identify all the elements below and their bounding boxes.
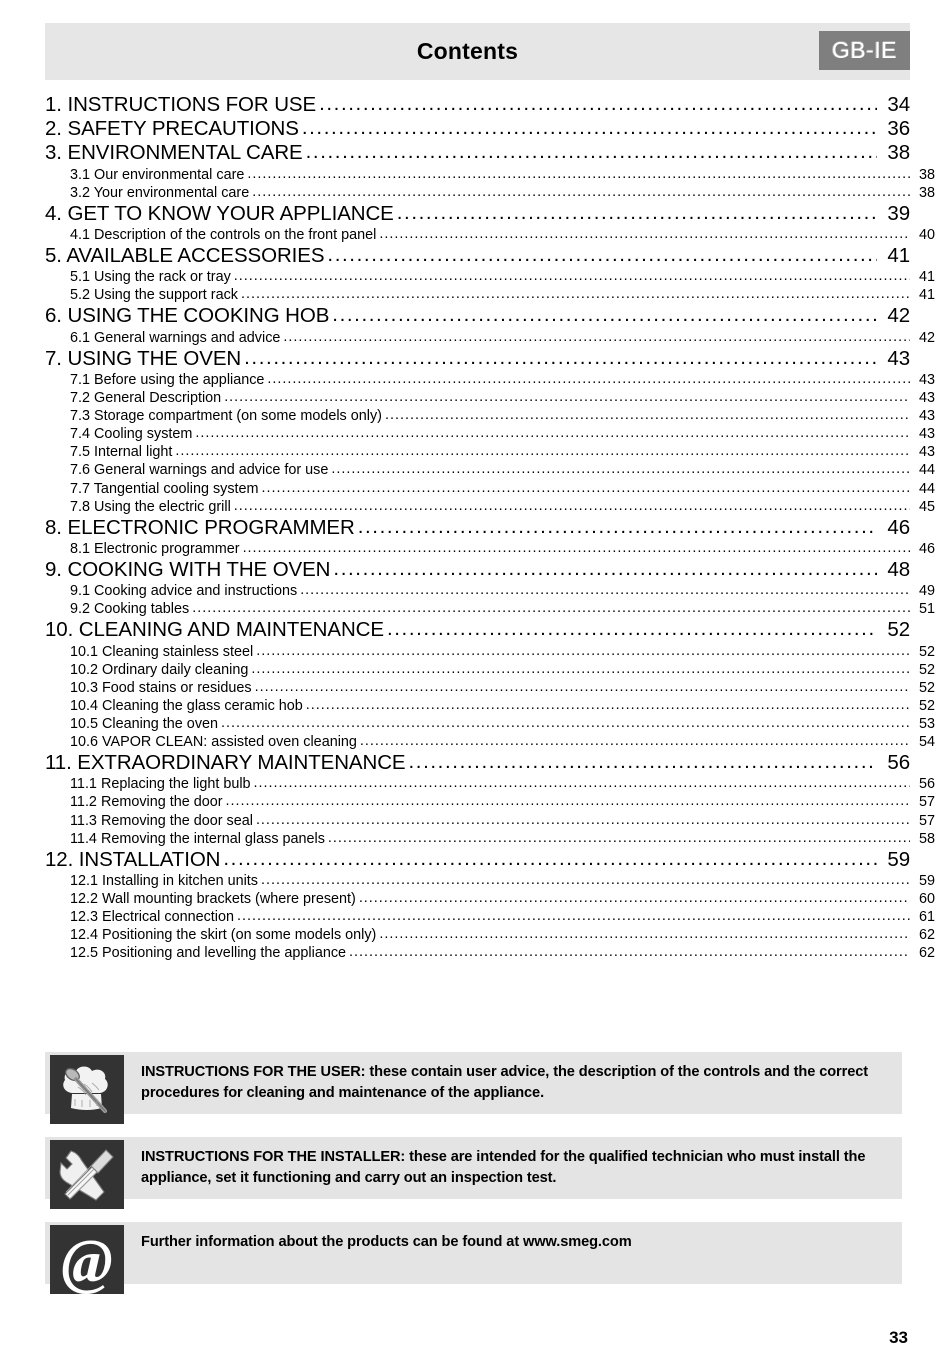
toc-entry-page-number: 43 [918,426,935,443]
legend-box-text: INSTRUCTIONS FOR THE USER: these contain user advice, the description of the controls and the correct procedures for cleaning and maintenance of the appliance. [141,1064,868,1101]
toc-entry-label: 12.1 Installing in kitchen units [70,872,258,889]
toc-entry[interactable] [45,643,935,661]
at-symbol-glyph: @ [61,1227,113,1296]
toc-entry-page-number: 51 [918,601,935,618]
toc-entry-page-number: 45 [918,498,935,515]
toc-entry-label: 1. INSTRUCTIONS FOR USE [45,93,317,116]
toc-entry-page-number: 42 [918,329,935,346]
toc-entry-label: 7.5 Internal light [70,444,173,461]
toc-entry[interactable] [45,679,935,697]
toc-entry-label: 7.8 Using the electric grill [70,498,231,515]
toc-entry-page-number: 40 [918,227,935,243]
toc-entry-label: 7.4 Cooling system [70,426,193,443]
toc-dot-leader [328,829,910,847]
toc-dot-leader [226,792,910,810]
toc-entry-label: 7.7 Tangential cooling system [70,480,259,497]
toc-entry-page-number: 41 [918,287,935,304]
legend-box-text: INSTRUCTIONS FOR THE INSTALLER: these are intended for the qualified technician who must install the appliance, set it functioning and carry out an inspection test. [141,1149,866,1186]
toc-entry-label: 7.6 General warnings and advice for use [70,462,329,479]
toc-entry-label: 7. USING THE OVEN [45,346,242,370]
toc-entry[interactable] [45,480,935,498]
toc-entry-label: 12.4 Positioning the skirt (on some models only) [70,927,377,944]
toc-entry-label: 10.4 Cleaning the glass ceramic hob [70,697,303,714]
toc-entry[interactable] [45,926,935,944]
toc-entry-page-number: 60 [918,891,935,908]
toc-entry-label: 2. SAFETY PRECAUTIONS [45,117,299,141]
toc-entry-label: 3.1 Our environmental care [70,166,245,183]
toc-entry[interactable] [45,389,935,407]
toc-dot-leader [331,460,910,478]
toc-dot-leader [256,642,910,660]
page-header-band [45,23,910,80]
toc-entry-page-number: 38 [918,166,935,183]
toc-entry-page-number: 56 [887,751,910,775]
toc-entry[interactable] [45,715,935,733]
toc-entry-page-number: 53 [918,716,935,732]
toc-dot-leader [409,750,878,774]
toc-dot-leader [251,660,910,678]
toc-dot-leader [306,696,910,714]
toc-entry-label: 3. ENVIRONMENTAL CARE [45,141,303,165]
toc-entry-page-number: 62 [918,927,935,944]
toc-entry[interactable] [45,558,910,582]
toc-dot-leader [327,243,877,267]
toc-dot-leader [267,370,910,388]
toc-entry[interactable] [45,812,935,830]
toc-entry-label: 10.5 Cleaning the oven [70,716,219,732]
table-of-contents [45,93,935,962]
toc-entry-page-number: 43 [918,390,935,407]
toc-entry-label: 11.3 Removing the door seal [70,812,253,829]
toc-entry[interactable] [45,848,910,872]
toc-entry[interactable] [45,618,910,642]
legend-box [45,1052,902,1114]
toc-entry-label: 12.3 Electrical connection [70,909,234,926]
toc-entry-page-number: 52 [918,679,935,696]
toc-entry-page-number: 39 [887,201,910,225]
toc-entry-page-number: 43 [887,346,910,370]
toc-entry[interactable] [45,117,910,141]
toc-entry[interactable] [45,582,935,600]
toc-dot-leader [244,346,877,370]
toc-dot-leader [262,479,910,497]
toc-entry-label: 12. INSTALLATION [45,847,221,871]
toc-entry-label: 7.1 Before using the appliance [70,371,265,388]
toc-dot-leader [319,92,877,116]
toc-dot-leader [255,678,910,696]
toc-entry-label: 10.2 Ordinary daily cleaning [70,661,249,678]
toc-entry[interactable] [45,329,935,347]
toc-entry[interactable] [45,872,935,890]
toc-dot-leader [385,406,910,424]
toc-entry-page-number: 42 [887,304,910,328]
toc-entry-page-number: 49 [918,583,935,600]
toc-dot-leader [387,617,877,641]
toc-entry[interactable] [45,775,935,793]
toc-entry-label: 8.1 Electronic programmer [70,540,240,557]
toc-entry-label: 3.2 Your environmental care [70,184,250,201]
toc-entry-page-number: 61 [918,909,935,926]
toc-entry-label: 10.6 VAPOR CLEAN: assisted oven cleaning [70,734,357,751]
toc-entry-label: 4. GET TO KNOW YOUR APPLIANCE [45,201,394,225]
toc-dot-leader [349,943,910,961]
chef-hat-spoon-icon [58,1063,116,1117]
legend-section [45,1052,902,1307]
toc-dot-leader [302,116,877,140]
toc-entry[interactable] [45,498,935,516]
toc-dot-leader [379,225,910,243]
toc-entry-page-number: 41 [887,244,910,268]
toc-dot-leader [358,515,877,539]
toc-dot-leader [261,871,910,889]
toc-entry-page-number: 48 [887,558,910,582]
toc-entry[interactable] [45,944,935,962]
toc-entry[interactable] [45,304,910,328]
toc-entry[interactable] [45,268,935,286]
toc-entry-page-number: 44 [918,480,935,497]
toc-entry[interactable] [45,141,910,165]
toc-entry-page-number: 62 [918,945,935,962]
toc-dot-leader [192,599,910,617]
toc-entry-page-number: 59 [887,847,910,871]
toc-entry-label: 9.1 Cooking advice and instructions [70,583,298,600]
legend-box [45,1137,902,1199]
toc-dot-leader [241,285,910,303]
toc-entry-label: 7.2 General Description [70,390,222,407]
toc-entry[interactable] [45,371,935,389]
page-title: Contents [416,38,519,64]
toc-entry[interactable] [45,516,910,540]
toc-dot-leader [306,140,877,164]
toc-entry-page-number: 44 [918,462,935,479]
toc-dot-leader [360,732,910,750]
wrench-screwdriver-icon [50,1140,124,1209]
legend-box-text: Further information about the products can be found at www.smeg.com [141,1234,632,1250]
toc-entry[interactable] [45,184,935,202]
toc-entry-label: 11.4 Removing the internal glass panels [70,830,325,847]
toc-entry[interactable] [45,443,935,461]
toc-entry-page-number: 43 [918,408,935,425]
toc-dot-leader [283,328,910,346]
toc-dot-leader [221,714,910,732]
toc-entry-page-number: 58 [918,830,935,847]
toc-entry[interactable] [45,540,935,558]
toc-entry-label: 12.2 Wall mounting brackets (where present) [70,891,356,908]
toc-entry-label: 9.2 Cooking tables [70,601,190,618]
toc-entry-label: 10.1 Cleaning stainless steel [70,643,254,660]
toc-entry[interactable] [45,661,935,679]
toc-dot-leader [359,889,910,907]
toc-entry-label: 12.5 Positioning and levelling the appliance [70,945,347,962]
toc-entry-page-number: 38 [918,184,935,201]
toc-entry-page-number: 36 [887,117,910,141]
toc-entry[interactable] [45,425,935,443]
footer-page-number: 33 [889,1328,908,1347]
toc-dot-leader [243,539,910,557]
toc-dot-leader [234,497,910,515]
toc-entry-label: 6.1 General warnings and advice [70,329,281,346]
toc-entry-label: 10.3 Food stains or residues [70,679,252,696]
toc-entry-page-number: 46 [918,540,935,557]
toc-entry-page-number: 54 [918,734,935,751]
toc-dot-leader [254,774,910,792]
toc-dot-leader [247,165,910,183]
toc-dot-leader [223,847,877,871]
toc-entry[interactable] [45,166,935,184]
toc-entry[interactable] [45,347,910,371]
toc-entry-page-number: 52 [887,618,910,642]
toc-entry-page-number: 52 [918,697,935,714]
toc-entry[interactable] [45,286,935,304]
at-symbol-icon [50,1225,124,1294]
toc-dot-leader [237,907,910,925]
toc-entry[interactable] [45,600,935,618]
toc-entry-label: 11. EXTRAORDINARY MAINTENANCE [45,751,406,775]
toc-entry-label: 10. CLEANING AND MAINTENANCE [45,618,384,642]
toc-entry[interactable] [45,202,910,226]
toc-entry-label: 11.2 Removing the door [70,794,223,811]
toc-entry-label: 7.3 Storage compartment (on some models only) [70,408,382,425]
toc-dot-leader [397,201,877,225]
toc-entry[interactable] [45,890,935,908]
toc-dot-leader [256,811,910,829]
toc-entry-label: 5.1 Using the rack or tray [70,269,231,286]
toc-dot-leader [332,303,877,327]
toc-dot-leader [175,442,910,460]
toc-entry-label: 5.2 Using the support rack [70,287,238,304]
toc-entry-page-number: 56 [918,776,935,793]
toc-entry-page-number: 41 [918,269,935,286]
legend-box [45,1222,902,1296]
toc-entry-page-number: 57 [918,794,935,811]
toc-dot-leader [252,183,910,201]
toc-entry-label: 5. AVAILABLE ACCESSORIES [45,244,325,268]
toc-entry-label: 8. ELECTRONIC PROGRAMMER [45,515,355,539]
toc-entry-label: 11.1 Replacing the light bulb [70,776,251,793]
toc-entry[interactable] [45,407,935,425]
toc-entry-page-number: 38 [887,141,910,165]
toc-entry[interactable] [45,697,935,715]
chef-hat-spoon-icon [50,1055,124,1124]
toc-entry-page-number: 43 [918,371,935,388]
toc-dot-leader [224,388,910,406]
toc-dot-leader [333,557,877,581]
toc-entry-label: 4.1 Description of the controls on the front panel [70,227,377,243]
toc-entry[interactable] [45,908,935,926]
wrench-screwdriver-icon [58,1147,116,1203]
toc-dot-leader [234,267,910,285]
toc-dot-leader [300,581,910,599]
toc-dot-leader [379,925,910,943]
toc-entry-page-number: 59 [918,872,935,889]
toc-entry[interactable] [45,793,935,811]
toc-entry[interactable] [45,461,935,479]
toc-entry[interactable] [45,93,910,117]
toc-entry-page-number: 34 [887,93,910,116]
toc-entry[interactable] [45,244,910,268]
toc-entry-page-number: 57 [918,812,935,829]
toc-dot-leader [195,424,910,442]
toc-entry[interactable] [45,751,910,775]
toc-entry-label: 9. COOKING WITH THE OVEN [45,558,331,582]
toc-entry-label: 6. USING THE COOKING HOB [45,304,330,328]
toc-entry[interactable] [45,226,935,244]
language-badge: GB-IE [819,31,910,70]
toc-entry-page-number: 52 [918,643,935,660]
toc-entry-page-number: 46 [887,515,910,539]
toc-entry-page-number: 43 [918,444,935,461]
toc-entry[interactable] [45,733,935,751]
toc-entry-page-number: 52 [918,661,935,678]
toc-entry[interactable] [45,830,935,848]
